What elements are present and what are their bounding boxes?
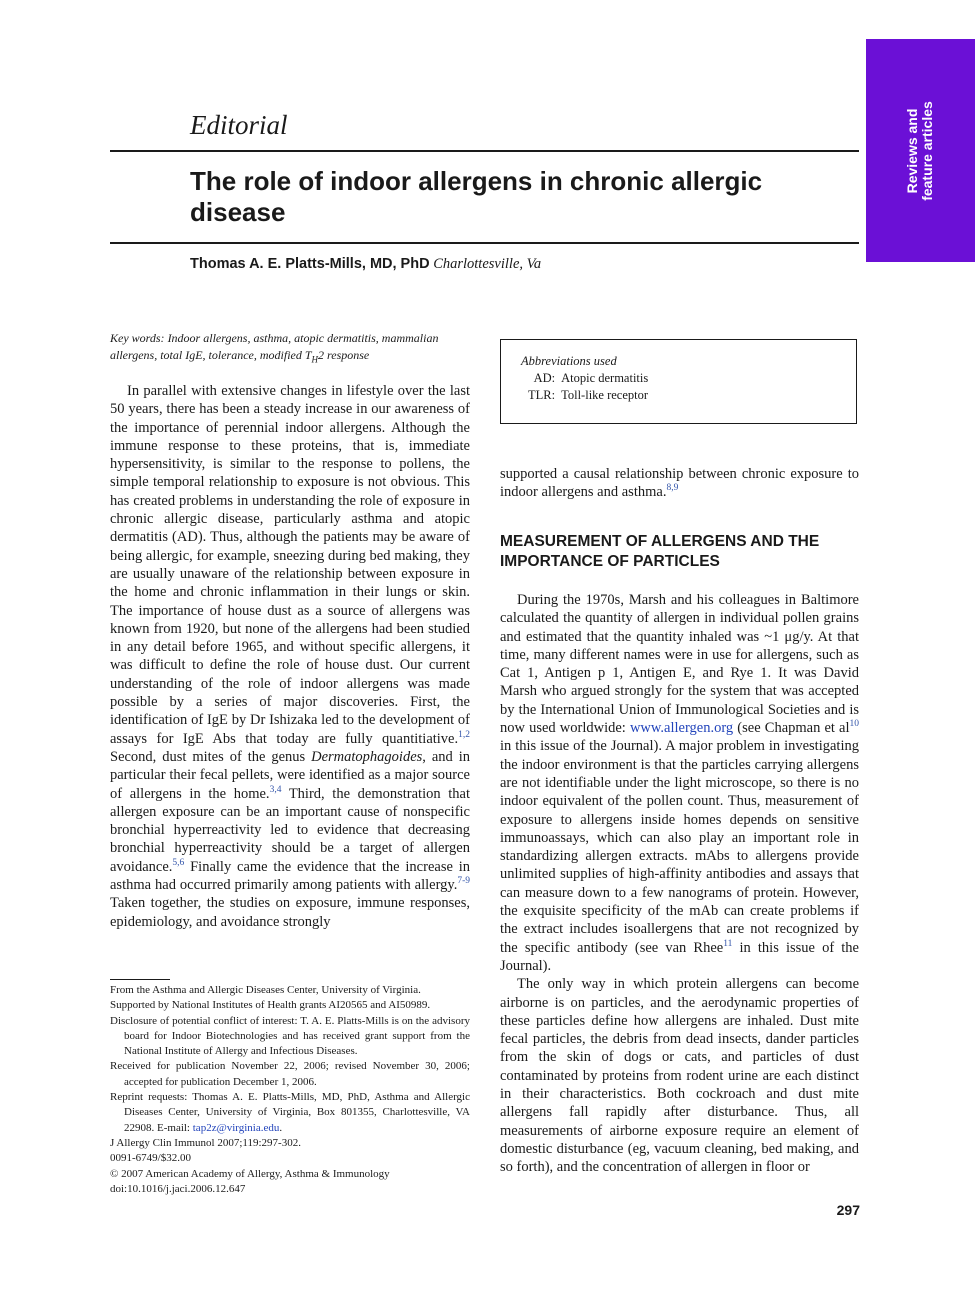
- footnote-copyright: © 2007 American Academy of Allergy, Asthma & Immunology: [110, 1167, 390, 1180]
- reference-link[interactable]: 3,4: [269, 784, 282, 795]
- body-text: in this issue of the Journal).: [500, 939, 859, 974]
- body-paragraph: [500, 591, 859, 975]
- body-paragraph: [500, 465, 859, 502]
- title-top-rule: [110, 150, 859, 152]
- side-tab-label: [905, 101, 935, 201]
- author-name: Thomas A. E. Platts-Mills, MD, PhD: [190, 256, 430, 272]
- abbreviations-box: [500, 339, 857, 424]
- body-text: in this issue of the Journal). A major problem in investigating the indoor environment is that the particles carrying allergens are not identifiable under the light microscope, so there is no indoor equivalent of the pollen count. Thus, measurement of exposure to allergens inside homes depends on sensitive immunoassays, which can also play an important role in standardizing allergen extracts. mAbs to allergens provide unlimited supplies of high-affinity antibodies and assays that can measure down to a few nanograms of protein. However, the exquisite specificity of the mAb can create problems if the extract includes isoallergens that are not recognized by the specific antibody (see van Rhee: [500, 738, 859, 956]
- allergen-org-link[interactable]: www.allergen.org: [629, 720, 734, 737]
- abbreviation-term: AD:: [533, 371, 556, 385]
- section-label: Editorial: [190, 110, 288, 140]
- body-text: supported a causal relationship between chronic exposure to indoor allergens and asthma.: [500, 466, 859, 501]
- reference-link[interactable]: 5,6: [172, 857, 185, 868]
- body-text: Second, dust mites of the genus: [110, 748, 312, 765]
- author-line: [190, 256, 541, 273]
- footnote-reprint-text: Reprint requests: Thomas A. E. Platts-Mills, MD, PhD, Asthma and Allergic Diseases Center, University of Virginia, Box 801355, Charlottesville, VA 22908. E-mail:: [110, 1091, 470, 1134]
- side-tab-line-2: feature articles: [919, 101, 935, 201]
- author-location: Charlottesville, Va: [433, 256, 542, 272]
- left-column: [110, 382, 470, 931]
- reference-link[interactable]: 11: [723, 938, 733, 949]
- body-text: Taken together, the studies on exposure, immune responses, epidemiology, and avoidance strongly: [110, 895, 470, 930]
- side-tab-line-1: Reviews and: [904, 108, 920, 194]
- title-bottom-rule: [110, 242, 859, 244]
- email-link[interactable]: tap2z@virginia.edu: [192, 1121, 280, 1134]
- footnote-issn: 0091-6749/$32.00: [110, 1152, 191, 1165]
- keywords-subscript: H: [311, 354, 319, 365]
- footnote-doi: doi:10.1016/j.jaci.2006.12.647: [110, 1182, 246, 1195]
- footnote-reprint: [110, 1090, 470, 1136]
- footnote-disclosure: Disclosure of potential conflict of interest: T. A. E. Platts-Mills is on the advisory board for Indoor Biotechnologies and has received grant support from the National Institute of Allergy and Infectious Diseases.: [110, 1014, 470, 1058]
- body-text: In parallel with extensive changes in lifestyle over the last 50 years, there has been a steady increase in our awareness of the importance of perennial indoor allergens. Although the immune response to these proteins, that is, immediate hypersensitivity, is similar to the response to pollens, the simple temporal relationship to exposure is not obvious. This has created problems in understanding the role of exposure in chronic allergic disease, particularly asthma and atopic dermatitis (AD). Thus, although the patients may be aware of being allergic, for example, sneezing during bed making, they are usually unaware of the relationship between exposure in the home and chronic inflammation in their lungs or skin. The importance of house dust as a source of allergens was known from 1920, but none of the allergens had been studied in any detail before 1965, and without specific allergens, it was difficult to define the role of house dust. Our current understanding of the role of indoor allergens was made possible by a series of major discoveries. First, the identification of IgE by Dr Ishizaka led to the development of assays for IgE Abs that today are fully quantitiative.: [110, 383, 470, 747]
- footnote-received: Received for publication November 22, 2006; revised November 30, 2006; accepted for publication December 1, 2006.: [110, 1060, 470, 1088]
- reference-link[interactable]: 7-9: [457, 876, 470, 887]
- footnote-reprint-end: .: [279, 1121, 283, 1134]
- abbreviation-row: [528, 387, 648, 404]
- footnote-affiliation: From the Asthma and Allergic Diseases Center, University of Virginia.: [110, 984, 421, 996]
- page-number: 297: [836, 1202, 860, 1218]
- right-column-body: [500, 591, 859, 1177]
- keywords-tail: 2 response: [318, 348, 370, 362]
- reference-link[interactable]: 1,2: [458, 729, 470, 740]
- abbreviation-definition: Toll-like receptor: [561, 388, 649, 402]
- footnote-citation: J Allergy Clin Immunol 2007;119:297-302.: [110, 1136, 301, 1149]
- abbreviations-heading: Abbreviations used: [521, 354, 617, 368]
- section-heading: MEASUREMENT OF ALLERGENS AND THE IMPORTANCE OF PARTICLES: [500, 533, 820, 570]
- abbreviation-definition: Atopic dermatitis: [561, 371, 649, 385]
- body-paragraph: [110, 382, 470, 931]
- footnote-rule: [110, 979, 170, 980]
- body-paragraph: The only way in which protein allergens can become airborne is on particles, and the aerodynamic properties of these particles define how allergens are inhaled. Dust mite fecal particles, the debris from dead insects, dander particles from the skin of dogs or cats, and particles of dust contaminated by proteins from rodent urine are each distinct in their characteristics. Both cockroach and dust mite allergens fall rapidly after disturbance. Thus, all measurements of airborne exposure require an element of domestic disturbance (eg, vacuum cleaning, bed making, and so forth), and the concentration of allergen in floor or: [500, 976, 859, 1176]
- body-text: During the 1970s, Marsh and his colleagues in Baltimore calculated the quantity of allergen in individual pollen grains and estimated that the quantity inhaled was ~1 μg/y. At that time, many different names were in use for allergens, such as Cat 1, Antigen p 1, Antigen E, and Rye 1. It was David Marsh who argued strongly for the system that was accepted by the International Union of Immunological Societies and is now used worldwide:: [500, 592, 859, 737]
- keywords-label: Key words:: [110, 331, 165, 345]
- body-text: (see Chapman et al: [733, 720, 850, 737]
- keywords: [110, 330, 470, 364]
- reference-link[interactable]: 10: [849, 719, 860, 730]
- body-text: Third, the demonstration that allergen exposure can be an important cause of nonspecific bronchial hyperreactivity led to evidence that decreasing bronchial hyperreactivity should be a target of allergen avoidance.: [110, 785, 470, 875]
- section-side-tab: [866, 39, 975, 262]
- article-title: The role of indoor allergens in chronic allergic disease: [190, 166, 763, 227]
- abbreviation-term: TLR:: [528, 388, 556, 402]
- abbreviations-table: [528, 370, 648, 404]
- right-column-continuation: [500, 465, 859, 502]
- body-text: , and in particular their fecal pellets, were identified as a major source of allergens in the home.: [110, 748, 470, 802]
- genus-name: Dermatophagoides: [311, 748, 423, 765]
- abbreviation-row: [528, 370, 648, 387]
- reference-link[interactable]: 8,9: [666, 483, 679, 494]
- body-text: Finally came the evidence that the increase in asthma had occurred primarily among patients with allergy.: [110, 858, 470, 894]
- footnote-support: Supported by National Institutes of Health grants AI20565 and AI50989.: [110, 999, 431, 1012]
- keywords-text: Indoor allergens, asthma, atopic dermatitis, mammalian allergens, total IgE, tolerance, modified T: [110, 331, 439, 362]
- footnotes: [110, 983, 470, 1197]
